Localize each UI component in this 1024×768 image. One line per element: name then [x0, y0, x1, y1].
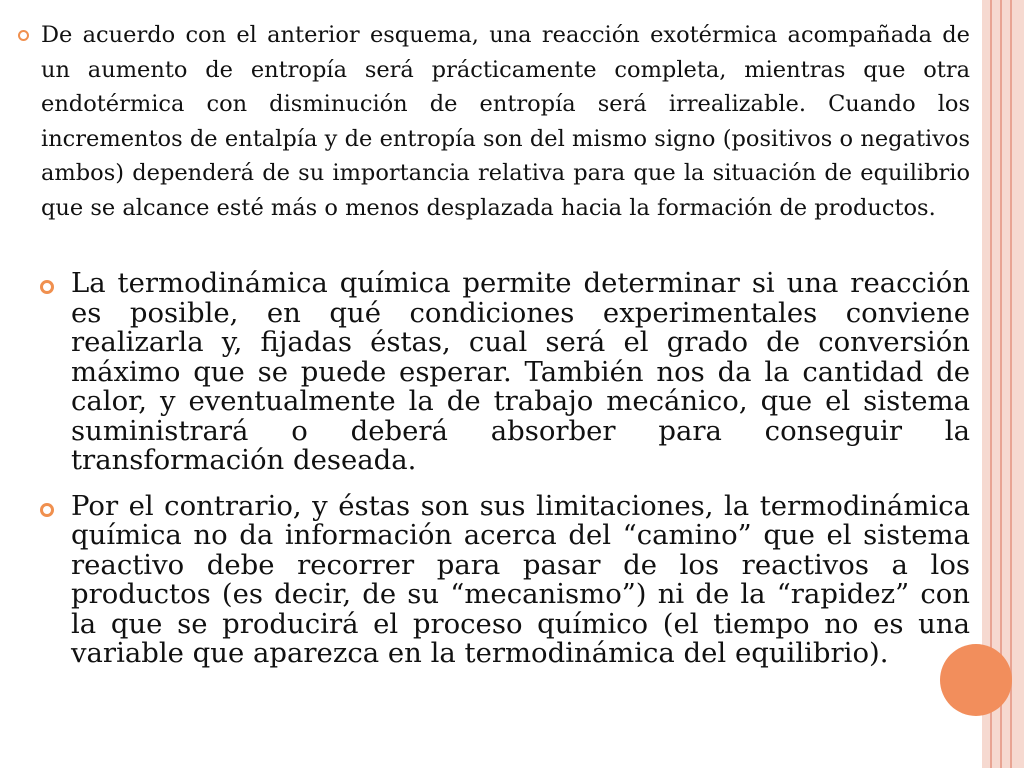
- bullet-item: [18, 18, 970, 225]
- ring-bullet-icon: [18, 30, 29, 41]
- slide-body: [18, 18, 970, 685]
- bullet-item: [18, 269, 970, 476]
- decorative-stripe-line: [1010, 0, 1012, 768]
- bullet-text: Por el contrario, y éstas son sus limitaciones, la termodinámica química no da información acerca del “camino” que el sistema reactivo debe recorrer para pasar de los reactivos a los productos (es decir, de su “mecanismo”) ni de la “rapidez” con la que se producirá el proceso químico (el tiempo no es una variable que aparezca en la termodinámica del equilibrio).: [71, 489, 970, 669]
- ring-bullet-icon: [40, 280, 54, 294]
- ring-bullet-icon: [40, 503, 54, 517]
- bullet-text: La termodinámica química permite determinar si una reacción es posible, en qué condiciones experimentales conviene realizarla y, fijadas éstas, cual será el grado de conversión máximo que se puede esperar. También nos da la cantidad de calor, y eventualmente la de trabajo mecánico, que el sistema suministrará o deberá absorber para conseguir la transformación deseada.: [71, 267, 970, 476]
- bullet-text: De acuerdo con el anterior esquema, una reacción exotérmica acompañada de un aumento de entropía será prácticamente completa, mientras que otra endotérmica con disminución de entropía será irrealizable. Cuando los incrementos de entalpía y de entropía son del mismo signo (positivos o negativos ambos) dependerá de su importancia relativa para que la situación de equilibrio que se alcance esté más o menos desplazada hacia la formación de productos.: [41, 22, 970, 221]
- bullet-item: [18, 489, 970, 669]
